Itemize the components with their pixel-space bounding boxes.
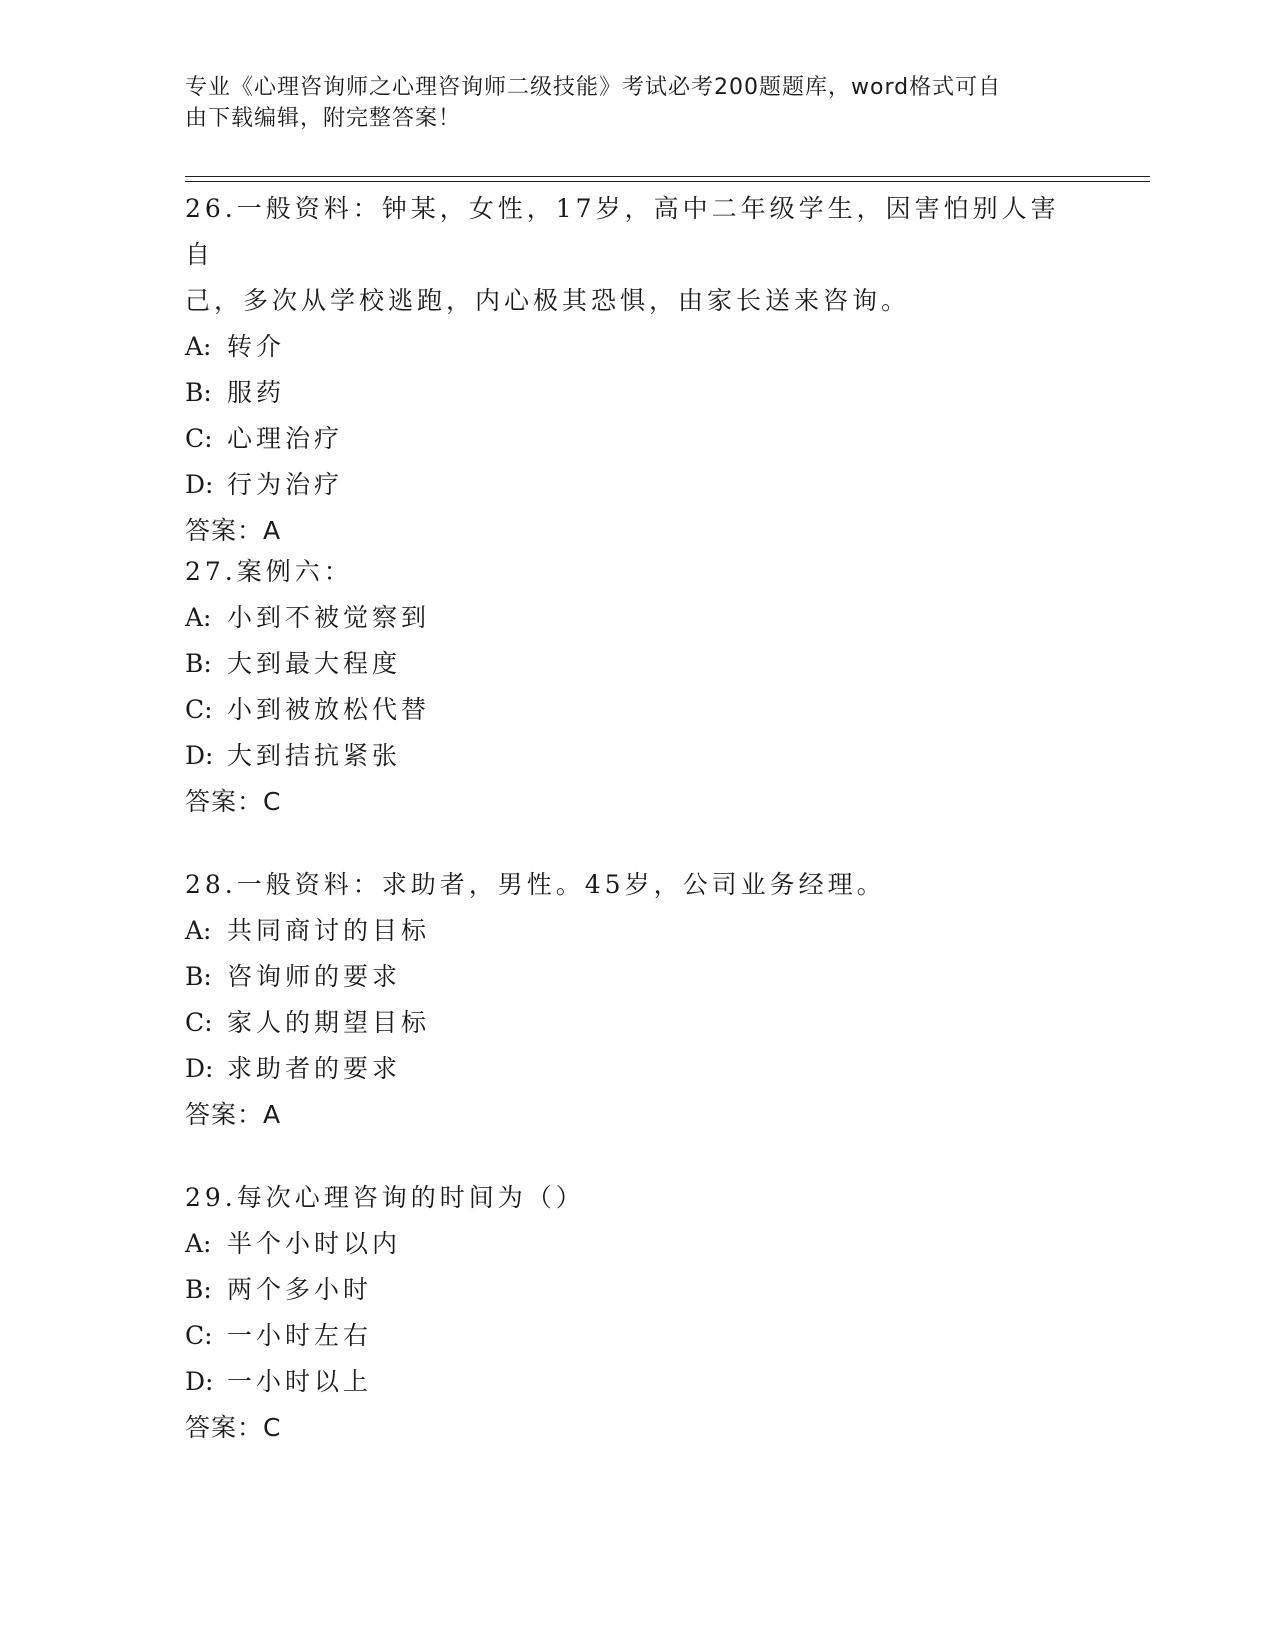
option-letter: B: — [185, 1275, 212, 1304]
header-divider-bottom — [185, 181, 1150, 182]
option-letter: B: — [185, 962, 212, 991]
option-letter: C: — [185, 424, 213, 453]
option-d — [185, 462, 1085, 508]
option-text: 大到最大程度 — [227, 649, 402, 678]
document-header — [185, 72, 1065, 134]
option-text: 转介 — [227, 332, 286, 361]
answer-line: 答案：C — [185, 1413, 282, 1442]
option-letter: B: — [185, 378, 212, 407]
option-text: 家人的期望目标 — [227, 1008, 431, 1037]
answer-line: 答案：A — [185, 516, 282, 545]
option-letter: A: — [185, 916, 212, 945]
option-text: 咨询师的要求 — [227, 962, 402, 991]
option-text: 共同商讨的目标 — [227, 916, 431, 945]
option-text: 行为治疗 — [227, 470, 344, 499]
option-letter: C: — [185, 1321, 213, 1350]
option-text: 两个多小时 — [227, 1275, 373, 1304]
question-28 — [185, 862, 1085, 1138]
header-line-1: 专业《心理咨询师之心理咨询师二级技能》考试必考200题题库，word格式可自 — [185, 75, 1002, 100]
question-29 — [185, 1175, 1085, 1451]
question-stem: 29.每次心理咨询的时间为（） — [185, 1183, 585, 1212]
header-divider-top — [185, 176, 1150, 177]
option-c — [185, 687, 1085, 733]
option-letter: A: — [185, 332, 212, 361]
option-d — [185, 1046, 1085, 1092]
option-text: 小到被放松代替 — [227, 695, 431, 724]
question-27 — [185, 549, 1085, 825]
question-26 — [185, 186, 1085, 554]
option-text: 求助者的要求 — [227, 1054, 402, 1083]
option-letter: D: — [185, 470, 214, 499]
option-text: 一小时左右 — [227, 1321, 373, 1350]
option-b — [185, 641, 1085, 687]
option-a — [185, 595, 1085, 641]
option-text: 一小时以上 — [227, 1367, 373, 1396]
option-letter: C: — [185, 1008, 213, 1037]
option-text: 半个小时以内 — [227, 1229, 402, 1258]
answer-line: 答案：C — [185, 787, 282, 816]
option-c — [185, 1000, 1085, 1046]
option-a — [185, 1221, 1085, 1267]
option-c — [185, 416, 1085, 462]
option-letter: A: — [185, 1229, 212, 1258]
option-b — [185, 1267, 1085, 1313]
answer-line: 答案：A — [185, 1100, 282, 1129]
option-letter: D: — [185, 1367, 214, 1396]
option-letter: D: — [185, 1054, 214, 1083]
option-c — [185, 1313, 1085, 1359]
option-d — [185, 733, 1085, 779]
option-text: 小到不被觉察到 — [227, 603, 431, 632]
question-stem: 27.案例六： — [185, 557, 353, 586]
option-a — [185, 324, 1085, 370]
option-a — [185, 908, 1085, 954]
question-stem: 26.一般资料：钟某，女性，17岁，高中二年级学生，因害怕别人害自 — [185, 194, 1060, 269]
option-letter: D: — [185, 741, 214, 770]
option-b — [185, 954, 1085, 1000]
question-stem-continued: 己，多次从学校逃跑，内心极其恐惧，由家长送来咨询。 — [185, 286, 911, 315]
option-letter: B: — [185, 649, 212, 678]
option-letter: C: — [185, 695, 213, 724]
header-line-2: 由下载编辑，附完整答案！ — [185, 106, 462, 131]
option-d — [185, 1359, 1085, 1405]
option-text: 心理治疗 — [227, 424, 344, 453]
option-text: 大到拮抗紧张 — [227, 741, 402, 770]
option-text: 服药 — [227, 378, 286, 407]
question-stem: 28.一般资料：求助者，男性。45岁，公司业务经理。 — [185, 870, 886, 899]
option-b — [185, 370, 1085, 416]
option-letter: A: — [185, 603, 212, 632]
